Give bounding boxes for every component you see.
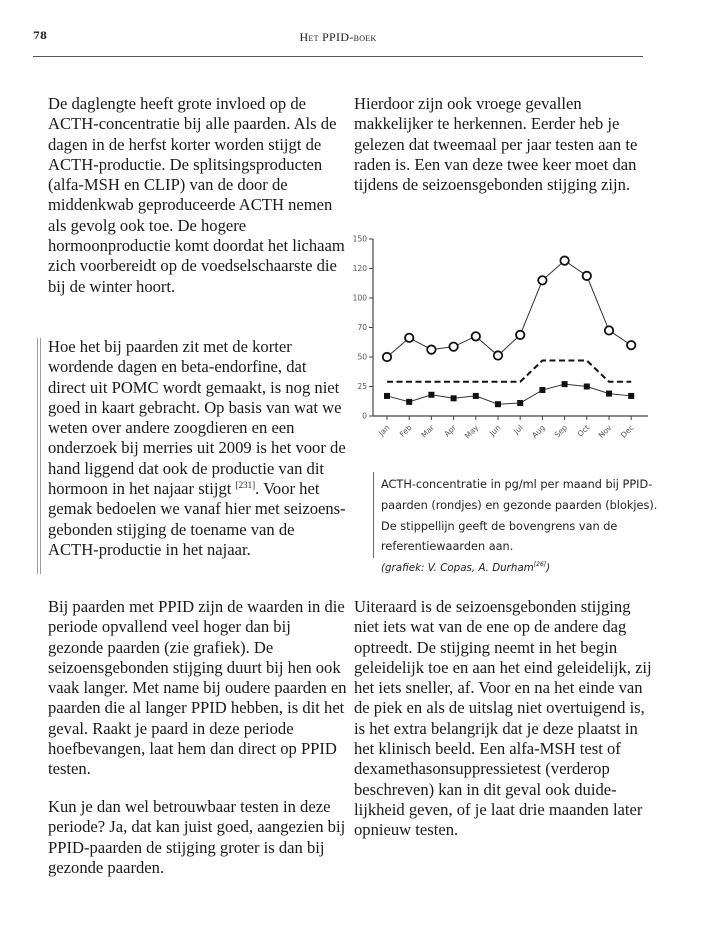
x-tick-label: Aug xyxy=(530,423,547,440)
healthy-square-marker xyxy=(539,387,545,393)
ppid-circle-marker xyxy=(472,332,480,340)
healthy-square-marker xyxy=(517,400,523,406)
acth-chart xyxy=(345,228,665,458)
y-tick-label: 150 xyxy=(352,234,367,244)
y-tick-label: 0 xyxy=(362,411,367,421)
ppid-circle-marker xyxy=(538,276,546,284)
x-tick-label: Dec xyxy=(618,423,636,440)
x-tick-label: Oct xyxy=(575,423,592,439)
x-tick-label: Jan xyxy=(376,423,392,438)
y-tick-label: 50 xyxy=(357,352,367,362)
x-tick-label: Apr xyxy=(442,423,459,439)
paragraph-ppid-waarden: Bij paarden met PPID zijn de waarden in die periode opvallend veel hoger dan bij gezonde paarden (zie grafiek). De seizoensgebonden stijging duurt bij hen ook vaak langer. Met name bij oudere paarden en paarden die al langer PPID hebben, is dit het geval. Raakt je paard in deze periode hoefbevangen, laat hem dan direct op PPID testen. xyxy=(48,597,347,779)
x-tick-label: Jul xyxy=(511,423,525,436)
y-tick-label: 70 xyxy=(357,323,367,332)
healthy-square-marker xyxy=(628,393,634,399)
healthy-square-marker xyxy=(406,399,412,405)
healthy-square-marker xyxy=(451,395,457,401)
x-tick-label: Nov xyxy=(596,423,614,440)
reference-231: [231] xyxy=(235,480,256,491)
paragraph-text: Hoe het bij paarden zit met de korter wordende dagen en beta-endorfine, dat direct uit POMC wordt gemaakt, is nog niet goed in kaart gebracht. Op basis van wat we weten over andere zoogdieren en een onderzoek bij merries uit 2009 is het voor de hand liggend dat ook de productie van dit hormoon in het najaar stijgt xyxy=(48,337,346,499)
healthy-square-marker xyxy=(584,384,590,390)
ppid-circle-marker xyxy=(449,342,457,350)
healthy-square-marker xyxy=(562,381,568,387)
x-tick-label: Jun xyxy=(487,423,503,438)
quote-bars xyxy=(37,338,41,574)
y-tick-label: 120 xyxy=(352,264,367,273)
y-tick-label: 100 xyxy=(352,293,367,303)
paragraph-uiteraard: Uiteraard is de seizoensgebonden stijging niet iets wat van de ene op de andere dag optreedt. De stijging neemt in het begin geleidelijk toe en aan het eind geleidelijk, zij het iets sneller, af. Voor en na het einde van de piek en als de uitslag niet overtuigend is, is het extra belangrijk dat je deze plaatst in het klinisch beeld. Een alfa-MSH test of dexamethasonsuppressietest (verderop beschreven) kan in dit geval ook duidelijkheid geven, of je laat drie maanden later opnieuw testen. xyxy=(354,597,652,840)
ppid-series-line xyxy=(387,261,631,357)
figure-caption xyxy=(381,475,671,579)
running-title: Het PPID-boek xyxy=(299,30,377,44)
paragraph-daglengte: De daglengte heeft grote invloed op de ACTH-concentratie bij alle paarden. Als de dagen in de herfst korter worden stijgt de ACTH-productie. De splitsingsproducten (alfa-MSH en CLIP) van de door de middenkwab geproduceerde ACTH nemen als gevolg ook toe. De hogere hormoonproductie komt doordat het lichaam zich voorbereidt op de voedselschaarste die bij de winter hoort. xyxy=(48,94,345,296)
y-tick-label: 25 xyxy=(357,382,367,391)
ppid-circle-marker xyxy=(516,331,524,339)
x-tick-label: May xyxy=(462,423,481,441)
paragraph-vroege-gevallen: Hierdoor zijn ook vroege gevallen makkelijker te herkennen. Eerder heb je gelezen dat tweemaal per jaar testen aan te raden is. Een van deze twee keer moet dan tijdens de seizoensgebonden stijging zijn. xyxy=(354,94,638,195)
healthy-square-marker xyxy=(495,401,501,407)
caption-bar xyxy=(373,472,374,558)
page-number: 78 xyxy=(33,31,47,42)
ppid-circle-marker xyxy=(560,256,568,264)
reference-26: [26] xyxy=(533,561,547,569)
x-tick-label: Feb xyxy=(397,423,414,439)
healthy-square-marker xyxy=(606,391,612,397)
paragraph-betrouwbaar-testen: Kun je dan wel betrouwbaar testen in deze periode? Ja, dat kan juist goed, aangezien bij PPID-paarden de stijging groter is dan bij gezonde paarden. xyxy=(48,797,346,877)
header-rule xyxy=(33,56,643,57)
ppid-circle-marker xyxy=(627,341,635,349)
ppid-circle-marker xyxy=(605,326,613,334)
figure-credit: (grafiek: V. Copas, A. Durham[26]) xyxy=(381,561,551,575)
healthy-series-line xyxy=(387,384,631,404)
healthy-square-marker xyxy=(384,393,390,399)
x-tick-label: Sep xyxy=(552,423,570,440)
ppid-circle-marker xyxy=(383,353,391,361)
healthy-square-marker xyxy=(428,392,434,398)
ppid-circle-marker xyxy=(494,351,502,359)
paragraph-text: . Voor het gemak bedoelen we vanaf hier met seizoensgebonden stijging de toename van de ACTH-productie in het najaar. xyxy=(48,479,346,559)
acth-line-chart xyxy=(345,228,665,458)
ppid-circle-marker xyxy=(405,334,413,342)
x-tick-label: Mar xyxy=(419,423,436,440)
ppid-circle-marker xyxy=(427,345,435,353)
caption-text: ACTH-concentratie in pg/ml per maand bij PPID-paarden (rondjes) en gezonde paarden (blokjes). De stippellijn geeft de bovengrens van de referentiewaarden aan. xyxy=(381,478,658,554)
healthy-square-marker xyxy=(473,393,479,399)
reference-dashed-line xyxy=(387,361,631,382)
paragraph-beta-endorfine xyxy=(48,337,348,560)
ppid-circle-marker xyxy=(583,272,591,280)
